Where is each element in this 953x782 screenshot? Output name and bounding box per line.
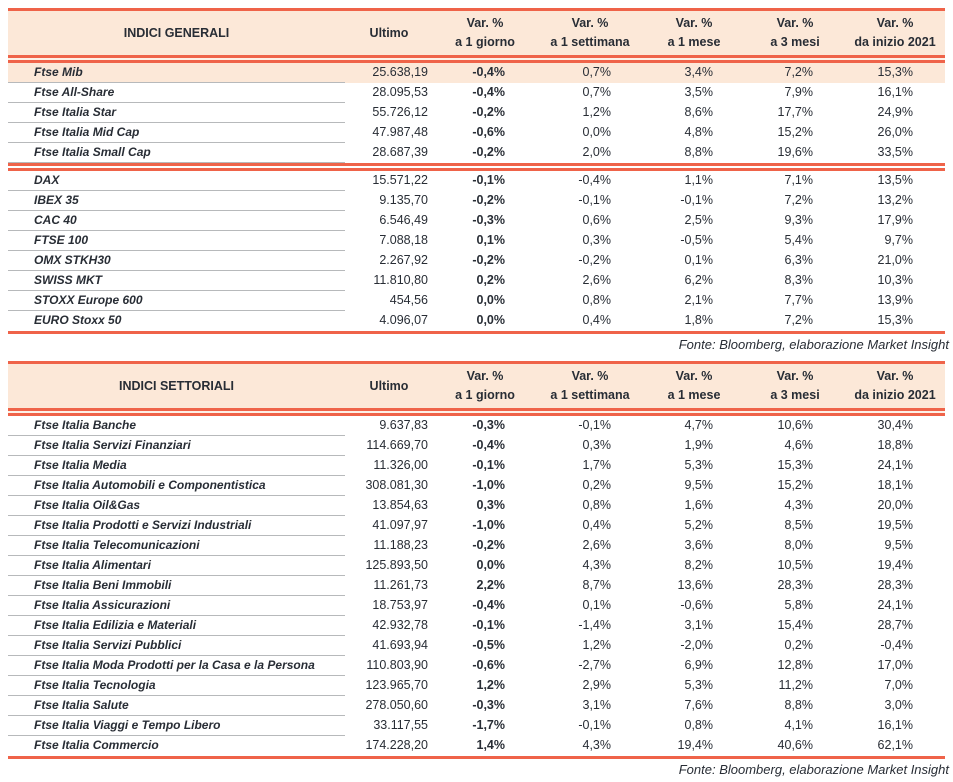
index-name: Ftse Italia Prodotti e Servizi Industriali <box>8 516 345 536</box>
table-row <box>8 83 945 103</box>
ultimo-value: 42.932,78 <box>372 618 428 632</box>
index-name: Ftse Italia Automobili e Componentistica <box>8 476 345 496</box>
header-divider-line <box>8 55 945 63</box>
var-value: 2,6% <box>582 538 611 552</box>
var-value: -1,7% <box>472 718 505 732</box>
var-value: 0,2% <box>476 273 505 287</box>
var-value: 5,4% <box>784 233 813 247</box>
var-value: 21,0% <box>877 253 913 267</box>
var-value: 8,6% <box>684 105 713 119</box>
ultimo-value: 55.726,12 <box>372 105 428 119</box>
table-row <box>8 123 945 143</box>
var-value: 3,0% <box>884 698 913 712</box>
table-row <box>8 103 945 123</box>
table-row <box>8 171 945 191</box>
index-name: Ftse Italia Moda Prodotti per la Casa e la Persona <box>8 656 345 676</box>
period-label: a 1 giorno <box>455 35 515 49</box>
var-value: -0,3% <box>472 213 505 227</box>
var-value: -2,7% <box>578 658 611 672</box>
source-note: Fonte: Bloomberg, elaborazione Market Insight <box>678 337 949 352</box>
index-name: Ftse Italia Alimentari <box>8 556 345 576</box>
var-value: 5,8% <box>784 598 813 612</box>
var-value: 10,3% <box>877 273 913 287</box>
var-label: Var. % <box>466 369 504 383</box>
period-label: a 1 settimana <box>550 388 630 402</box>
var-value: 0,8% <box>582 498 611 512</box>
col-header-var-1-giorno <box>433 11 537 55</box>
table-row <box>8 556 945 576</box>
ultimo-value: 28.095,53 <box>372 85 428 99</box>
var-value: 7,0% <box>884 678 913 692</box>
var-value: 0,3% <box>476 498 505 512</box>
var-value: 18,1% <box>877 478 913 492</box>
var-value: 1,8% <box>684 313 713 327</box>
var-value: 1,9% <box>684 438 713 452</box>
index-name: EURO Stoxx 50 <box>34 313 122 327</box>
var-value: 0,4% <box>582 313 611 327</box>
period-label: a 1 giorno <box>455 388 515 402</box>
var-value: 8,8% <box>684 145 713 159</box>
table-row <box>8 416 945 436</box>
table-title: INDICI GENERALI <box>8 11 345 55</box>
var-value: -1,4% <box>578 618 611 632</box>
var-value: 7,2% <box>784 193 813 207</box>
var-value: -1,0% <box>472 518 505 532</box>
table-row <box>8 716 945 736</box>
ultimo-value: 110.803,90 <box>366 658 428 672</box>
ultimo-value: 114.669,70 <box>366 438 428 452</box>
header-divider-line <box>8 408 945 416</box>
ultimo-value: 25.638,19 <box>345 63 433 83</box>
ultimo-value: 454,56 <box>389 293 428 307</box>
table-row <box>8 311 945 331</box>
var-value: 1,1% <box>684 173 713 187</box>
var-value: 13,9% <box>877 293 913 307</box>
var-value: 2,5% <box>684 213 713 227</box>
var-value: 0,3% <box>582 438 611 452</box>
var-value: 0,6% <box>582 213 611 227</box>
col-header-var-3-mesi <box>745 11 845 55</box>
var-value: 0,7% <box>537 63 643 83</box>
var-value: 2,9% <box>582 678 611 692</box>
ultimo-value: 47.987,48 <box>372 125 428 139</box>
table-row <box>8 231 945 251</box>
var-value: -0,4% <box>433 63 537 83</box>
var-value: 4,3% <box>784 498 813 512</box>
var-value: -0,2% <box>472 105 505 119</box>
col-header-var-1-mese <box>643 11 745 55</box>
var-value: 13,5% <box>877 173 913 187</box>
period-label: a 1 settimana <box>550 35 630 49</box>
var-value: 1,4% <box>476 738 505 752</box>
var-value: 7,2% <box>784 313 813 327</box>
var-value: -2,0% <box>680 638 713 652</box>
table-row <box>8 576 945 596</box>
var-value: 0,0% <box>476 558 505 572</box>
table-row <box>8 596 945 616</box>
var-value: 6,2% <box>684 273 713 287</box>
var-value: 17,0% <box>877 658 913 672</box>
var-value: 26,0% <box>877 125 913 139</box>
var-label: Var. % <box>776 369 814 383</box>
table-row <box>8 536 945 556</box>
var-value: 3,1% <box>582 698 611 712</box>
ultimo-value: 41.097,97 <box>372 518 428 532</box>
ultimo-value: 18.753,97 <box>372 598 428 612</box>
var-value: 3,4% <box>643 63 745 83</box>
var-label: Var. % <box>466 16 504 30</box>
index-name: FTSE 100 <box>8 231 345 251</box>
var-value: 6,3% <box>784 253 813 267</box>
col-header-var-1-mese <box>643 364 745 408</box>
index-name: Ftse Mib <box>8 63 345 83</box>
var-value: 10,5% <box>777 558 813 572</box>
var-value: -0,6% <box>680 598 713 612</box>
var-value: -0,2% <box>472 193 505 207</box>
table-row <box>8 211 945 231</box>
col-header-ultimo: Ultimo <box>345 364 433 408</box>
var-value: -0,4% <box>578 173 611 187</box>
var-value: 4,8% <box>684 125 713 139</box>
table-row <box>8 271 945 291</box>
index-name: Ftse Italia Telecomunicazioni <box>8 536 345 556</box>
var-label: Var. % <box>876 16 914 30</box>
table-row <box>8 143 945 163</box>
var-value: 7,9% <box>784 85 813 99</box>
table-row <box>8 191 945 211</box>
var-value: 15,3% <box>777 458 813 472</box>
source-note: Fonte: Bloomberg, elaborazione Market Insight <box>678 762 949 777</box>
var-value: 19,4% <box>677 738 713 752</box>
var-value: 19,6% <box>777 145 813 159</box>
var-value: -0,2% <box>472 253 505 267</box>
var-value: -0,3% <box>472 418 505 432</box>
var-value: 62,1% <box>877 738 913 752</box>
index-name: OMX STKH30 <box>8 251 345 271</box>
var-value: 3,6% <box>684 538 713 552</box>
table-row <box>8 456 945 476</box>
var-value: 8,7% <box>582 578 611 592</box>
var-value: 13,6% <box>677 578 713 592</box>
var-label: Var. % <box>571 369 609 383</box>
var-value: 19,4% <box>877 558 913 572</box>
var-value: 8,0% <box>784 538 813 552</box>
var-value: 28,3% <box>777 578 813 592</box>
var-value: -0,5% <box>680 233 713 247</box>
index-name: Ftse Italia Mid Cap <box>8 123 345 143</box>
index-name: Ftse Italia Small Cap <box>8 143 345 163</box>
var-value: 3,1% <box>684 618 713 632</box>
var-value: 8,2% <box>684 558 713 572</box>
index-name: Ftse Italia Commercio <box>34 738 159 752</box>
var-value: 0,8% <box>684 718 713 732</box>
table-row <box>8 516 945 536</box>
indici-settoriali-table <box>8 361 945 759</box>
var-value: 18,8% <box>877 438 913 452</box>
var-value: 2,6% <box>582 273 611 287</box>
index-name: Ftse Italia Banche <box>8 416 345 436</box>
col-header-var-1-settimana <box>537 364 643 408</box>
index-name: Ftse Italia Beni Immobili <box>8 576 345 596</box>
var-value: 0,2% <box>784 638 813 652</box>
var-value: -0,2% <box>578 253 611 267</box>
table-row <box>8 656 945 676</box>
var-value: -0,1% <box>472 618 505 632</box>
ultimo-value: 6.546,49 <box>379 213 428 227</box>
ultimo-value: 15.571,22 <box>372 173 428 187</box>
col-header-var-inizio-2021 <box>845 11 945 55</box>
ultimo-value: 41.693,94 <box>372 638 428 652</box>
var-value: 0,0% <box>476 313 505 327</box>
index-name: Ftse Italia Viaggi e Tempo Libero <box>8 716 345 736</box>
var-value: 13,2% <box>877 193 913 207</box>
var-value: 0,2% <box>582 478 611 492</box>
var-value: 0,1% <box>582 598 611 612</box>
table-row <box>8 476 945 496</box>
var-value: -0,4% <box>472 598 505 612</box>
var-value: -0,1% <box>578 418 611 432</box>
divider-line <box>8 408 945 416</box>
index-name: CAC 40 <box>8 211 345 231</box>
section-divider-line <box>8 163 945 171</box>
ultimo-value: 174.228,20 <box>365 738 428 752</box>
var-value: 2,0% <box>582 145 611 159</box>
var-value: 19,5% <box>877 518 913 532</box>
period-label: da inizio 2021 <box>854 388 936 402</box>
var-value: -0,2% <box>472 145 505 159</box>
index-name: Ftse Italia Edilizia e Materiali <box>8 616 345 636</box>
header-row <box>8 364 945 408</box>
index-name: SWISS MKT <box>8 271 345 291</box>
var-value: 16,1% <box>877 718 913 732</box>
var-value: 12,8% <box>777 658 813 672</box>
var-value: -0,2% <box>472 538 505 552</box>
var-value: 17,7% <box>777 105 813 119</box>
table-row <box>8 736 945 756</box>
var-value: -0,6% <box>472 658 505 672</box>
var-label: Var. % <box>876 369 914 383</box>
var-value: -0,4% <box>472 85 505 99</box>
var-value: -0,3% <box>472 698 505 712</box>
table-row <box>8 291 945 311</box>
ultimo-value: 7.088,18 <box>379 233 428 247</box>
indici-generali-table <box>8 8 945 334</box>
period-label: a 1 mese <box>667 388 721 402</box>
var-value: 7,6% <box>684 698 713 712</box>
table-row <box>8 63 945 83</box>
ultimo-value: 9.135,70 <box>379 193 428 207</box>
var-value: 3,5% <box>684 85 713 99</box>
index-name: Ftse Italia Salute <box>8 696 345 716</box>
var-value: -0,1% <box>680 193 713 207</box>
var-value: 15,2% <box>777 125 813 139</box>
var-value: 20,0% <box>877 498 913 512</box>
var-value: 30,4% <box>877 418 913 432</box>
var-value: 6,9% <box>684 658 713 672</box>
col-header-ultimo: Ultimo <box>345 11 433 55</box>
var-value: 10,6% <box>777 418 813 432</box>
var-value: 5,3% <box>684 678 713 692</box>
var-value: 15,3% <box>845 63 945 83</box>
var-value: 0,8% <box>582 293 611 307</box>
var-value: 9,7% <box>884 233 913 247</box>
table-row <box>8 696 945 716</box>
var-value: 0,1% <box>476 233 505 247</box>
col-header-var-3-mesi <box>745 364 845 408</box>
ultimo-value: 308.081,30 <box>365 478 428 492</box>
var-value: 0,1% <box>684 253 713 267</box>
var-value: 7,2% <box>745 63 845 83</box>
var-value: 4,7% <box>684 418 713 432</box>
var-value: 1,2% <box>582 638 611 652</box>
var-value: 5,3% <box>684 458 713 472</box>
var-value: 2,1% <box>684 293 713 307</box>
index-name: Ftse Italia Media <box>8 456 345 476</box>
ultimo-value: 9.637,83 <box>379 418 428 432</box>
ultimo-value: 28.687,39 <box>372 145 428 159</box>
var-value: -0,5% <box>472 638 505 652</box>
var-value: 0,0% <box>476 293 505 307</box>
index-name: Ftse Italia Oil&Gas <box>8 496 345 516</box>
index-name: Ftse Italia Star <box>8 103 345 123</box>
ultimo-value: 278.050,60 <box>365 698 428 712</box>
table-title: INDICI SETTORIALI <box>8 364 345 408</box>
period-label: da inizio 2021 <box>854 35 936 49</box>
var-label: Var. % <box>776 16 814 30</box>
var-value: 16,1% <box>877 85 913 99</box>
var-value: 0,3% <box>582 233 611 247</box>
table-row <box>8 676 945 696</box>
var-value: -0,4% <box>472 438 505 452</box>
ultimo-value: 11.326,00 <box>373 458 428 472</box>
index-name: Ftse Italia Servizi Pubblici <box>8 636 345 656</box>
ultimo-value: 11.810,80 <box>373 273 428 287</box>
index-name: IBEX 35 <box>8 191 345 211</box>
var-value: 17,9% <box>877 213 913 227</box>
var-value: 1,7% <box>582 458 611 472</box>
index-name: STOXX Europe 600 <box>8 291 345 311</box>
var-value: 28,7% <box>877 618 913 632</box>
var-value: 1,6% <box>684 498 713 512</box>
ultimo-value: 125.893,50 <box>365 558 428 572</box>
var-value: 4,1% <box>784 718 813 732</box>
var-value: 15,2% <box>777 478 813 492</box>
var-value: 24,1% <box>877 458 913 472</box>
var-value: 15,4% <box>777 618 813 632</box>
index-name: Ftse Italia Servizi Finanziari <box>8 436 345 456</box>
col-header-var-1-giorno <box>433 364 537 408</box>
var-value: -1,0% <box>472 478 505 492</box>
var-value: 9,3% <box>784 213 813 227</box>
ultimo-value: 123.965,70 <box>365 678 428 692</box>
var-value: 33,5% <box>877 145 913 159</box>
header-row <box>8 11 945 55</box>
period-label: a 1 mese <box>667 35 721 49</box>
ultimo-value: 11.188,23 <box>373 538 428 552</box>
var-value: -0,1% <box>472 173 505 187</box>
var-value: 0,0% <box>582 125 611 139</box>
ultimo-value: 2.267,92 <box>379 253 428 267</box>
index-name: Ftse All-Share <box>8 83 345 103</box>
var-value: 7,1% <box>784 173 813 187</box>
ultimo-value: 4.096,07 <box>379 313 428 327</box>
var-value: 4,6% <box>784 438 813 452</box>
period-label: a 3 mesi <box>770 35 820 49</box>
ultimo-value: 11.261,73 <box>373 578 428 592</box>
table-row <box>8 616 945 636</box>
var-value: -0,1% <box>578 718 611 732</box>
table-row <box>8 436 945 456</box>
index-name: Ftse Italia Tecnologia <box>8 676 345 696</box>
var-label: Var. % <box>675 369 713 383</box>
index-name: Ftse Italia Assicurazioni <box>8 596 345 616</box>
var-value: 7,7% <box>784 293 813 307</box>
var-value: 24,9% <box>877 105 913 119</box>
var-value: 9,5% <box>884 538 913 552</box>
var-value: 2,2% <box>476 578 505 592</box>
var-value: 0,4% <box>582 518 611 532</box>
var-value: -0,6% <box>472 125 505 139</box>
table-row <box>8 496 945 516</box>
divider-line <box>8 163 945 171</box>
var-label: Var. % <box>571 16 609 30</box>
period-label: a 3 mesi <box>770 388 820 402</box>
var-value: 5,2% <box>684 518 713 532</box>
var-value: -0,4% <box>880 638 913 652</box>
var-value: 1,2% <box>582 105 611 119</box>
ultimo-value: 33.117,55 <box>373 718 428 732</box>
var-value: 8,3% <box>784 273 813 287</box>
var-value: 4,3% <box>582 558 611 572</box>
var-value: 24,1% <box>877 598 913 612</box>
divider-line <box>8 55 945 63</box>
var-value: -0,1% <box>472 458 505 472</box>
var-value: 15,3% <box>877 313 913 327</box>
var-value: -0,1% <box>578 193 611 207</box>
ultimo-value: 13.854,63 <box>372 498 428 512</box>
var-value: 11,2% <box>778 678 813 692</box>
var-value: 8,5% <box>784 518 813 532</box>
col-header-var-1-settimana <box>537 11 643 55</box>
var-value: 40,6% <box>777 738 813 752</box>
table-row <box>8 636 945 656</box>
var-value: 9,5% <box>684 478 713 492</box>
var-value: 1,2% <box>476 678 505 692</box>
var-value: 8,8% <box>784 698 813 712</box>
var-label: Var. % <box>675 16 713 30</box>
var-value: 28,3% <box>877 578 913 592</box>
col-header-var-inizio-2021 <box>845 364 945 408</box>
var-value: 0,7% <box>582 85 611 99</box>
index-name: DAX <box>8 171 345 191</box>
var-value: 4,3% <box>582 738 611 752</box>
table-row <box>8 251 945 271</box>
